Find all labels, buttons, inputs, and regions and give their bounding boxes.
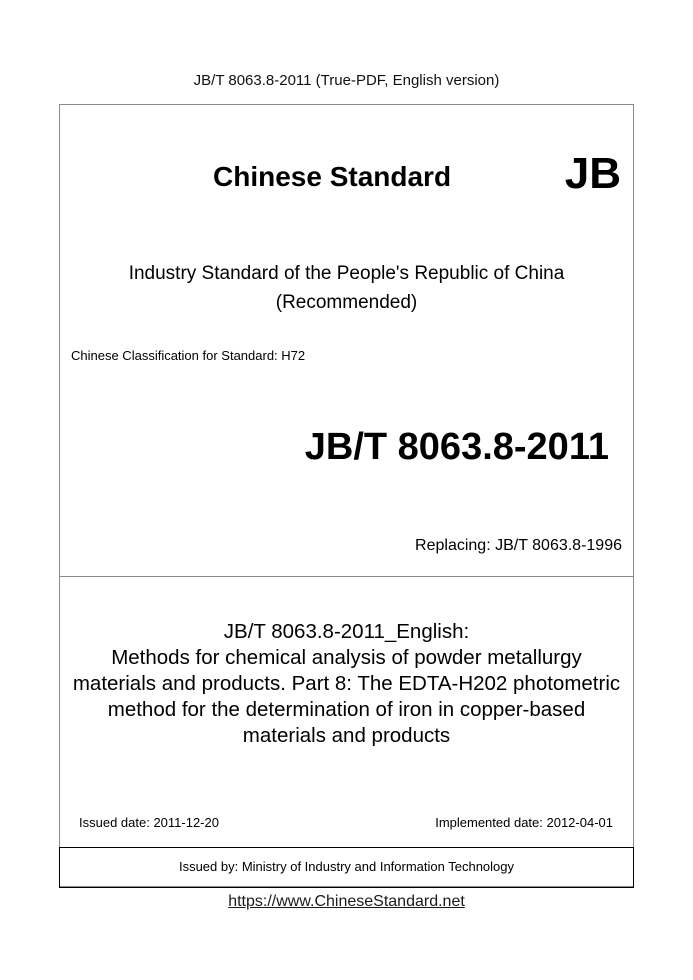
footer-link[interactable]: https://www.ChineseStandard.net: [228, 893, 465, 910]
title-line: materials and products. Part 8: The EDTA-H202 photometric: [72, 672, 621, 695]
standard-number: JB/T 8063.8-2011: [304, 426, 609, 468]
cover-top-section: [60, 105, 633, 576]
implemented-date: Implemented date: 2012-04-01: [435, 815, 613, 830]
replacing-text: Replacing: JB/T 8063.8-1996: [415, 537, 622, 554]
title-line: JB/T 8063.8-2011_English:: [223, 620, 470, 643]
title-line: materials and products: [242, 724, 451, 747]
chinese-standard-heading: Chinese Standard: [213, 161, 452, 192]
title-section: [60, 577, 633, 847]
document-title: [60, 619, 633, 749]
industry-line-2: (Recommended): [275, 292, 418, 313]
industry-standard-text: [60, 259, 633, 317]
cover-frame: [59, 104, 634, 887]
page-header: JB/T 8063.8-2011 (True-PDF, English version): [193, 72, 500, 89]
jb-mark: JB: [564, 149, 621, 198]
industry-line-1: Industry Standard of the People's Republic of China: [128, 263, 565, 284]
title-line: method for the determination of iron in copper-based: [107, 698, 586, 721]
issued-date: Issued date: 2011-12-20: [79, 815, 219, 830]
issued-by-box: Issued by: Ministry of Industry and Information Technology: [59, 847, 634, 888]
title-line: Methods for chemical analysis of powder metallurgy: [111, 646, 582, 669]
classification-text: Chinese Classification for Standard: H72: [71, 348, 306, 363]
